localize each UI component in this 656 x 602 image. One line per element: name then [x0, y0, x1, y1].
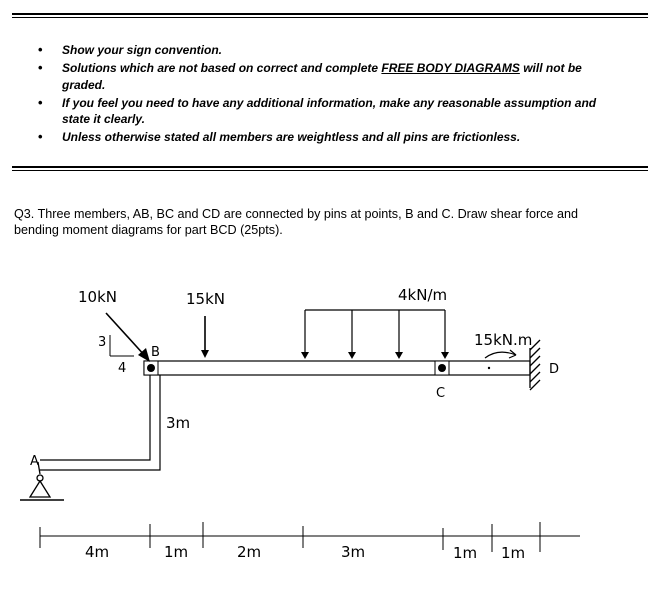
- moment-arrow: [485, 350, 516, 358]
- point-d-label: D: [549, 362, 560, 377]
- dimension-label: 4m: [85, 543, 110, 561]
- inclined-force-arrow: [106, 313, 150, 362]
- instruction-text: If you feel you need to have any additional information, make any reasonable assumption and state it clearly.: [62, 95, 597, 126]
- slope-triangle: [110, 335, 134, 356]
- slope-vertical-label: 3: [98, 335, 107, 350]
- dimension-label: 1m: [501, 544, 526, 562]
- dimension-label: 2m: [237, 543, 262, 561]
- member-height-label: 3m: [166, 414, 191, 432]
- distributed-load-label: 4kN/m: [398, 286, 448, 304]
- point-c-label: C: [436, 386, 446, 401]
- distributed-load: [301, 310, 449, 359]
- member-ab: [40, 368, 160, 470]
- point-b-label: B: [151, 345, 160, 360]
- pin-c: [435, 361, 449, 375]
- instruction-text: Solutions which are not based on correct and complete: [62, 61, 382, 75]
- question-text: Q3. Three members, AB, BC and CD are connected by pins at points, B and C. Draw shear force and bending moment diagrams for part BCD (25pts).: [14, 207, 578, 237]
- pin-b: [144, 361, 158, 375]
- pin-support-a: [20, 462, 64, 500]
- point-a-label: A: [30, 454, 39, 469]
- instruction-text: Show your sign convention.: [62, 43, 223, 57]
- instruction-text: will not be graded.: [62, 61, 582, 92]
- moment-label: 15kN.m: [474, 331, 533, 349]
- inclined-force-label: 10kN: [78, 288, 117, 306]
- dimension-label: 3m: [341, 543, 366, 561]
- beam-bcd: [144, 361, 530, 375]
- point-marker: [488, 367, 490, 369]
- instruction-text: Unless otherwise stated all members are weightless and all pins are frictionless.: [62, 130, 521, 144]
- point-load-label: 15kN: [186, 290, 225, 308]
- slope-horizontal-label: 4: [118, 361, 127, 376]
- fbd-emphasis: FREE BODY DIAGRAMS: [381, 61, 520, 75]
- dimension-label: 1m: [164, 543, 189, 561]
- dimension-line: [40, 522, 580, 552]
- dimension-label: 1m: [453, 544, 478, 562]
- point-load-arrow: [201, 316, 209, 358]
